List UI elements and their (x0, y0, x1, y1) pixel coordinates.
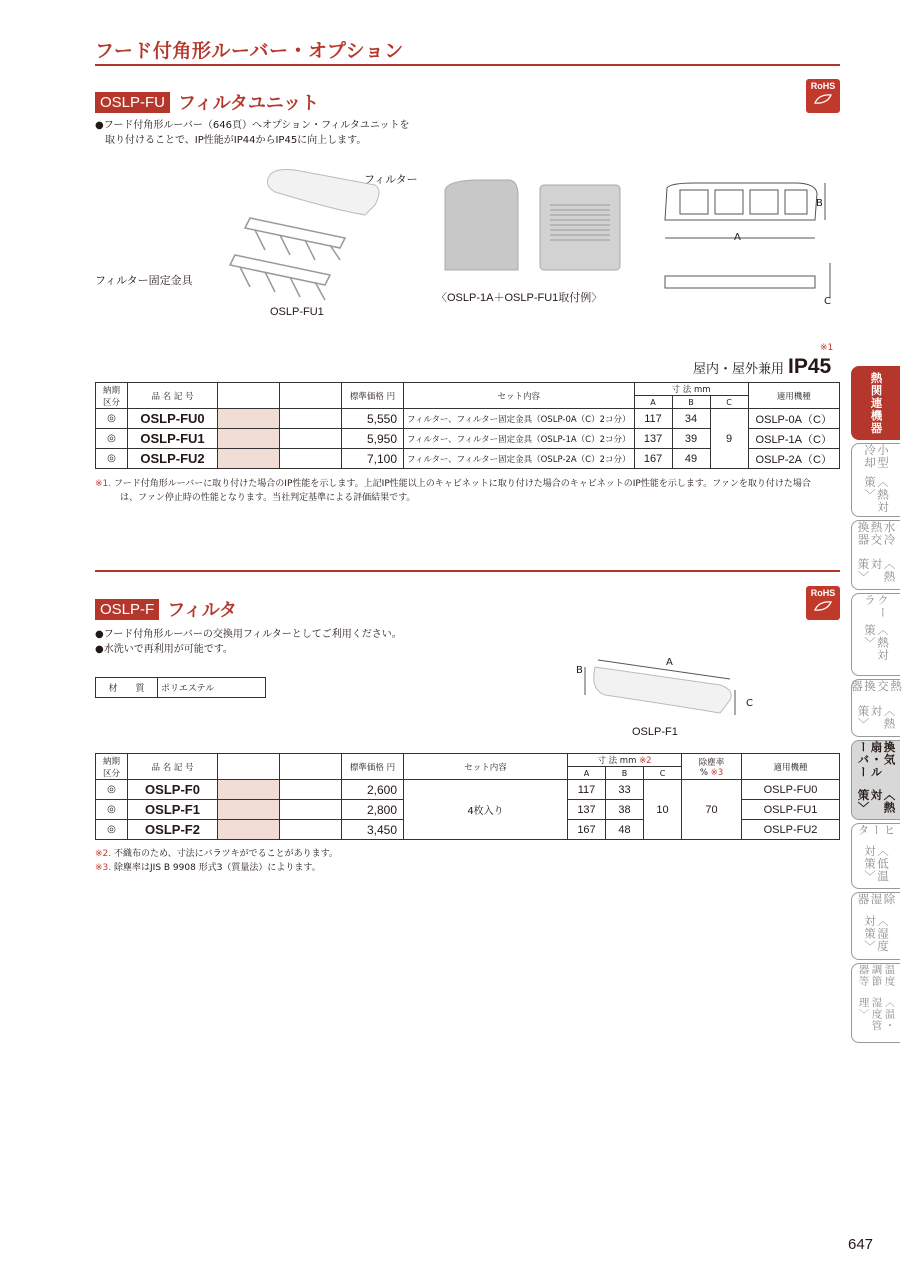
hdr-yen: 円 (386, 391, 396, 402)
tab-sublabel: 〈低温対策〉 (863, 845, 890, 883)
leaf-icon (813, 93, 833, 105)
tab-sublabel: 〈湿度対策〉 (863, 915, 890, 953)
set-contents: フィルター、フィルター固定金具（OSLP-0A（C）2コ分） (404, 409, 635, 429)
hdr-note2: ※2 (639, 756, 652, 766)
f-spec-table (95, 753, 840, 840)
bullet-text: ●フード付角形ルーバー（646頁）へオプション・フィルタユニットを (95, 120, 410, 131)
dim-a: 117 (568, 780, 606, 800)
dim-b: 39 (672, 429, 710, 449)
tab-small-cooling[interactable] (851, 443, 900, 517)
hdr-note3: ※3 (710, 767, 724, 778)
hdr-kubun: 区分 (102, 768, 120, 779)
note-text: フード付角形ルーバーに取り付けた場合のIP性能を示します。上記IP性能以上のキャビネットに取り付けた場合のキャビネットのIP性能を示します。ファンを取り付けた場合 (114, 479, 811, 489)
dimension-drawing (655, 178, 835, 308)
price: 7,100 (342, 449, 404, 469)
page-number: 647 (848, 1236, 874, 1253)
ip-note-mark: ※1 (820, 343, 834, 353)
hdr-c: C (644, 767, 682, 780)
tab-label: 温度調節器等 (857, 964, 896, 987)
material-label: 材 質 (96, 678, 158, 698)
dim-b: 48 (606, 820, 644, 840)
bullet-text: 取り付けることで、IP性能がIP44からIP45に向上します。 (105, 135, 367, 146)
tab-label: 小型冷却 (863, 444, 890, 469)
title-rule (95, 64, 840, 66)
note-mark: ※3. (95, 863, 112, 873)
rohs-label: RoHS (810, 81, 836, 91)
tab-heat-exchanger[interactable] (850, 679, 903, 737)
hdr-set: セット内容 (404, 754, 568, 780)
dim-b: 34 (672, 409, 710, 429)
section-title: フィルタユニット (178, 93, 320, 114)
price: 5,950 (342, 429, 404, 449)
note-mark: ※2. (95, 849, 112, 859)
hdr-nouki: 納期 (102, 385, 120, 396)
dim-a-label: A (734, 232, 741, 243)
dim-a: 167 (634, 449, 672, 469)
note-text: 除塵率はJIS B 9908 形式3（質量法）によります。 (114, 863, 321, 873)
section-code: OSLP-F (95, 599, 159, 620)
dim-c: 10 (644, 780, 682, 840)
dim-b: 33 (606, 780, 644, 800)
delivery-mark: ◎ (96, 800, 128, 820)
set-contents: 4枚入り (404, 780, 568, 840)
hdr-a: A (568, 767, 606, 780)
hdr-name: 品 名 記 号 (128, 383, 218, 409)
material-table (95, 677, 266, 698)
hdr-c: C (710, 396, 748, 409)
tab-cooler[interactable] (851, 593, 900, 676)
filter-label: フィルター (364, 174, 418, 186)
product-code: OSLP-F2 (128, 820, 218, 840)
ip-value: IP45 (788, 355, 832, 378)
dim-c: 9 (710, 409, 748, 469)
tab-sublabel: 〈熱対策〉 (856, 704, 897, 730)
applicable-model: OSLP-2A（C） (748, 449, 839, 469)
table-row (96, 409, 840, 429)
hdr-a: A (634, 396, 672, 409)
section-title: フィルタ (167, 600, 238, 621)
bullet-text: ●水洗いで再利用が可能です。 (95, 644, 233, 655)
dim-a-label: A (666, 657, 673, 668)
note-text: は、ファン停止時の性能となります。当社判定基準による評価結果です。 (120, 493, 416, 503)
ip-label: 屋内・屋外兼用 (693, 362, 785, 377)
applicable-model: OSLP-FU0 (742, 780, 840, 800)
hdr-b: B (606, 767, 644, 780)
hdr-rate: 除塵率 (698, 757, 725, 768)
tab-label: ヒータ (856, 824, 897, 837)
price: 2,600 (342, 780, 404, 800)
tab-label: 熱交換器 (850, 680, 903, 693)
tab-fan-louver[interactable] (851, 740, 900, 820)
delivery-mark: ◎ (96, 780, 128, 800)
rohs-badge (806, 79, 840, 113)
product-code: OSLP-F0 (128, 780, 218, 800)
applicable-model: OSLP-0A（C） (748, 409, 839, 429)
hdr-mm: mm (619, 756, 637, 766)
section-code: OSLP-FU (95, 92, 170, 113)
leaf-icon (813, 600, 833, 612)
delivery-mark: ◎ (96, 429, 128, 449)
hdr-apply: 適用機種 (742, 754, 840, 780)
applicable-model: OSLP-FU1 (742, 800, 840, 820)
ip-footnote (95, 477, 840, 505)
price: 5,550 (342, 409, 404, 429)
product-code: OSLP-FU2 (128, 449, 218, 469)
fu-spec-table (95, 382, 840, 469)
dim-c-label: C (746, 698, 753, 709)
tab-water-cooling[interactable] (851, 520, 900, 590)
tab-dehumidifier[interactable] (851, 892, 900, 960)
hdr-price: 標準価格 (349, 391, 384, 402)
hdr-set: セット内容 (404, 383, 635, 409)
applicable-model: OSLP-1A（C） (748, 429, 839, 449)
tab-heat-equipment[interactable] (851, 366, 900, 440)
hdr-mm: mm (693, 385, 711, 395)
dim-a: 167 (568, 820, 606, 840)
tab-label: 換気扇・ルーバー (856, 741, 897, 779)
description (95, 118, 410, 148)
rohs-label: RoHS (810, 588, 836, 598)
hdr-nouki: 納期 (102, 756, 120, 767)
section-rule (95, 570, 840, 572)
table-row (96, 780, 840, 800)
price: 3,450 (342, 820, 404, 840)
tab-label: クーラ (863, 594, 890, 619)
set-contents: フィルター、フィルター固定金具（OSLP-1A（C）2コ分） (404, 429, 635, 449)
filter-unit-illustration (215, 160, 375, 310)
model-caption: OSLP-FU1 (270, 306, 324, 318)
hdr-dim: 寸 法 (597, 756, 618, 766)
tab-heater[interactable] (851, 823, 900, 889)
bullet-text: ●フード付角形ルーバーの交換用フィルターとしてご利用ください。 (95, 629, 402, 640)
tab-sublabel: 〈熱対策〉 (856, 558, 897, 584)
dim-a: 137 (568, 800, 606, 820)
section-fu-header (95, 89, 319, 115)
dim-b-label: B (816, 198, 823, 209)
hdr-yen: 円 (386, 762, 396, 773)
price: 2,800 (342, 800, 404, 820)
rohs-badge (806, 586, 840, 620)
f-footnotes (95, 847, 338, 875)
material-value: ポリエステル (158, 678, 266, 698)
tab-sublabel: 〈温・湿度管理〉 (857, 997, 896, 1032)
tab-sublabel: 〈熱対策〉 (863, 476, 890, 514)
dust-rate: 70 (682, 780, 742, 840)
tab-label: 熱関連機器 (869, 371, 884, 435)
hdr-dim: 寸 法 (671, 385, 692, 395)
note-text: 不織布のため、寸法にバラツキがでることがあります。 (114, 849, 338, 859)
delivery-mark: ◎ (96, 409, 128, 429)
applicable-model: OSLP-FU2 (742, 820, 840, 840)
tab-temp-controller[interactable] (851, 963, 900, 1043)
hdr-name: 品 名 記 号 (128, 754, 218, 780)
product-code: OSLP-F1 (128, 800, 218, 820)
bracket-label: フィルター固定金具 (95, 275, 193, 287)
dim-c-label: C (824, 296, 831, 307)
dim-b: 49 (672, 449, 710, 469)
hdr-pct: % (699, 767, 708, 778)
tab-label: 除湿器 (856, 893, 897, 906)
dim-b: 38 (606, 800, 644, 820)
hdr-price: 標準価格 (349, 762, 384, 773)
delivery-mark: ◎ (96, 449, 128, 469)
dim-a: 117 (634, 409, 672, 429)
description (95, 627, 402, 657)
dim-b-label: B (576, 665, 583, 676)
hdr-b: B (672, 396, 710, 409)
ip-rating (693, 355, 831, 379)
set-contents: フィルター、フィルター固定金具（OSLP-2A（C）2コ分） (404, 449, 635, 469)
page-title: フード付角形ルーバー・オプション (95, 40, 404, 62)
dim-a: 137 (634, 429, 672, 449)
louver-photo (440, 180, 630, 280)
hdr-kubun: 区分 (102, 397, 120, 408)
tab-sublabel: 〈熱対策〉 (863, 624, 890, 662)
tab-sublabel: 〈熱対策〉 (856, 789, 897, 814)
note-mark: ※1. (95, 479, 112, 489)
hdr-apply: 適用機種 (748, 383, 839, 409)
filter-illustration (570, 655, 760, 735)
model-caption: OSLP-F1 (632, 726, 678, 738)
tab-label: 水冷熱交換器 (856, 521, 897, 546)
product-code: OSLP-FU0 (128, 409, 218, 429)
install-caption: 〈OSLP-1A＋OSLP-FU1取付例〉 (436, 292, 603, 304)
delivery-mark: ◎ (96, 820, 128, 840)
product-code: OSLP-FU1 (128, 429, 218, 449)
section-f-header (95, 596, 237, 622)
